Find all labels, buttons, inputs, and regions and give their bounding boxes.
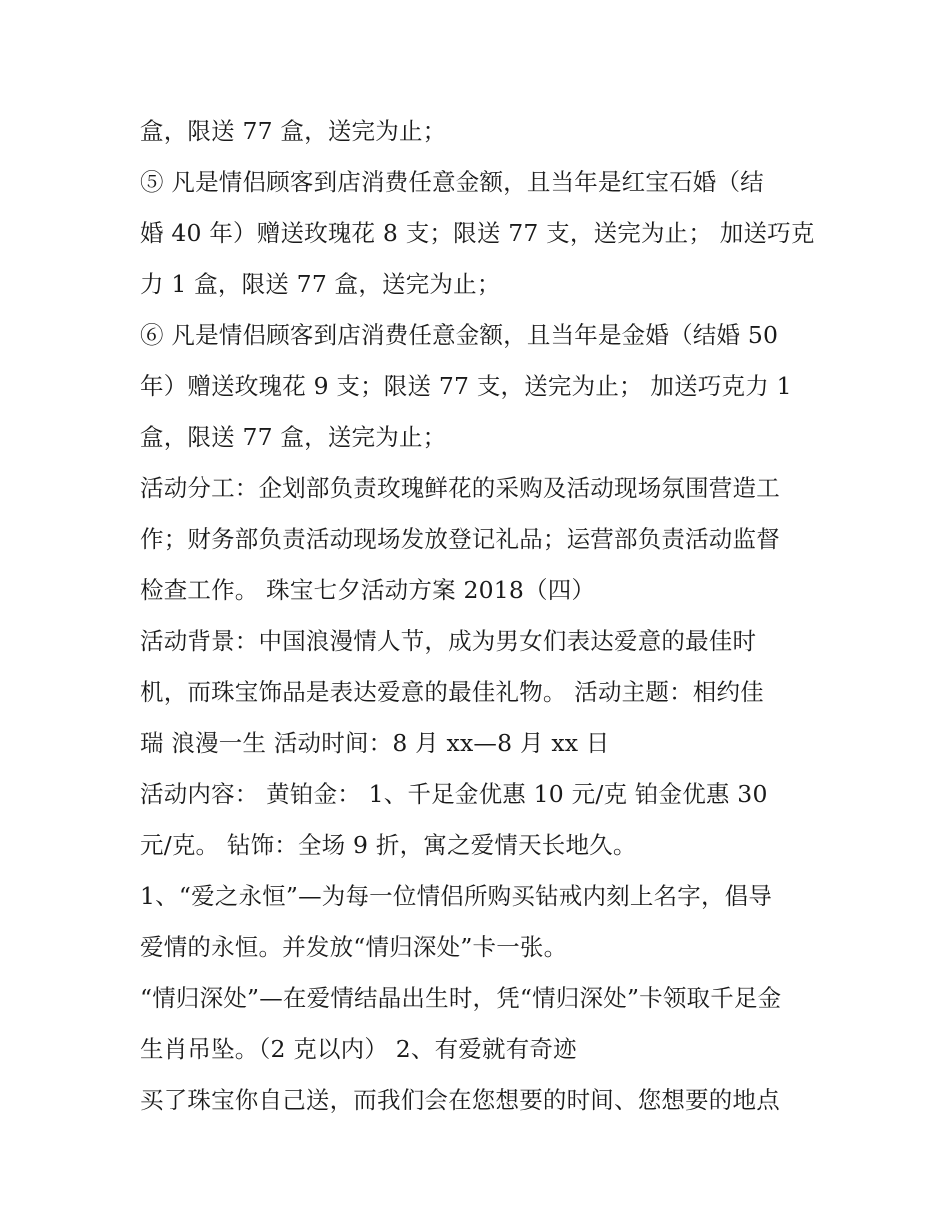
text-line: 活动内容： 黄铂金： 1、千足金优惠 10 元/克 铂金优惠 30: [140, 780, 768, 808]
text-line: 生肖吊坠。（2 克以内） 2、有爱就有奇迹: [140, 1035, 577, 1063]
text-line: ⑥ 凡是情侣顾客到店消费任意金额，且当年是金婚（结婚 50: [140, 321, 779, 349]
text-line: 力 1 盒，限送 77 盒，送完为止；: [140, 270, 501, 298]
text-line: 爱情的永恒。并发放“情归深处”卡一张。: [140, 933, 568, 961]
text-line: 瑞 浪漫一生 活动时间：8 月 xx—8 月 xx 日: [140, 729, 610, 757]
text-line: 作；财务部负责活动现场发放登记礼品；运营部负责活动监督: [140, 525, 780, 553]
body-text: [140, 106, 830, 1126]
text-line: “情归深处”—在爱情结晶出生时，凭“情归深处”卡领取千足金: [140, 984, 782, 1012]
text-line: 婚 40 年）赠送玫瑰花 8 支；限送 77 支，送完为止； 加送巧克: [140, 219, 815, 247]
text-line: 盒，限送 77 盒，送完为止；: [140, 117, 447, 145]
text-line: 1、“爱之永恒”—为每一位情侣所购买钻戒内刻上名字，倡导: [140, 882, 773, 910]
text-line: 机，而珠宝饰品是表达爱意的最佳礼物。 活动主题：相约佳: [140, 678, 764, 706]
text-line: ⑤ 凡是情侣顾客到店消费任意金额，且当年是红宝石婚（结: [140, 168, 764, 196]
text-line: 年）赠送玫瑰花 9 支；限送 77 支，送完为止； 加送巧克力 1: [140, 372, 792, 400]
text-line: 盒，限送 77 盒，送完为止；: [140, 423, 447, 451]
text-line: 活动背景：中国浪漫情人节，成为男女们表达爱意的最佳时: [140, 627, 757, 655]
text-line: 活动分工：企划部负责玫瑰鲜花的采购及活动现场氛围营造工: [140, 474, 780, 502]
text-line: 检查工作。 珠宝七夕活动方案 2018（四）: [140, 576, 596, 604]
text-line: 元/克。 钻饰：全场 9 折，寓之爱情天长地久。: [140, 831, 637, 859]
text-line: 买了珠宝你自己送，而我们会在您想要的时间、您想要的地点: [140, 1086, 780, 1114]
